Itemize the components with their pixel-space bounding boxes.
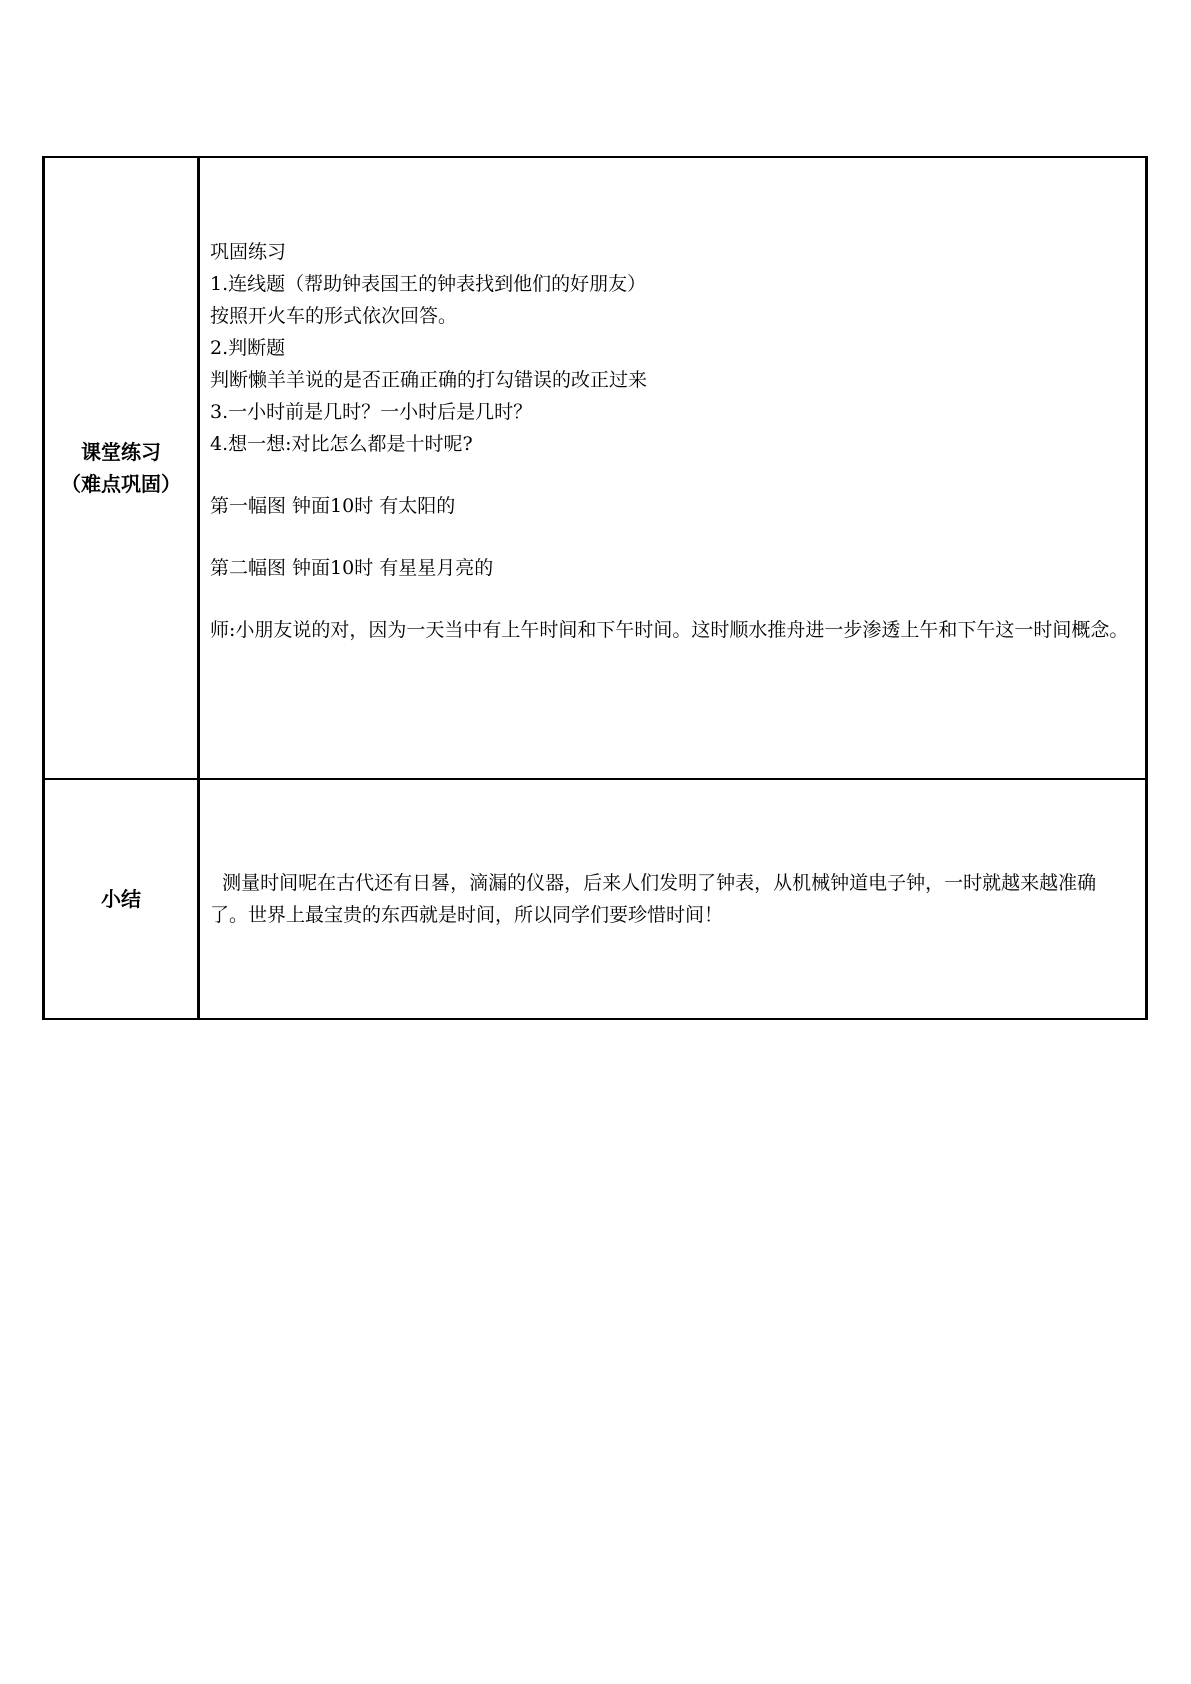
practice-label-cell xyxy=(44,157,199,779)
practice-line-2: 1.连线题（帮助钟表国王的钟表找到他们的好朋友） xyxy=(210,273,647,295)
lesson-plan-table xyxy=(42,156,1148,1020)
practice-row xyxy=(44,157,1147,779)
summary-content: 测量时间呢在古代还有日晷，滴漏的仪器，后来人们发明了钟表，从机械钟道电子钟，一时就越来越准确了。世界上最宝贵的东西就是时间，所以同学们要珍惜时间！ xyxy=(210,872,1097,926)
teacher-remark: 师:小朋友说的对，因为一天当中有上午时间和下午时间。这时顺水推舟进一步渗透上午和下午这一时间概念。 xyxy=(210,619,1129,641)
practice-content xyxy=(200,158,1145,778)
practice-label-line1: 课堂练习 xyxy=(81,440,161,464)
practice-line-5: 判断懒羊羊说的是否正确正确的打勾错误的改正过来 xyxy=(210,369,648,391)
practice-line-4: 2.判断题 xyxy=(210,337,286,359)
practice-line-1: 巩固练习 xyxy=(210,241,287,263)
practice-line-7: 4.想一想:对比怎么都是十时呢? xyxy=(210,433,473,455)
practice-label-line2: （难点巩固） xyxy=(61,472,181,496)
practice-label xyxy=(45,436,197,500)
summary-row xyxy=(44,779,1147,1019)
practice-content-cell xyxy=(199,157,1147,779)
picture-1-description: 第一幅图 钟面10时 有太阳的 xyxy=(210,495,456,517)
summary-content-cell xyxy=(199,779,1147,1019)
picture-2-description: 第二幅图 钟面10时 有星星月亮的 xyxy=(210,557,494,579)
summary-label-cell xyxy=(44,779,199,1019)
practice-line-6: 3.一小时前是几时？一小时后是几时？ xyxy=(210,401,533,423)
practice-line-3: 按照开火车的形式依次回答。 xyxy=(210,305,458,327)
summary-label: 小结 xyxy=(101,887,141,911)
